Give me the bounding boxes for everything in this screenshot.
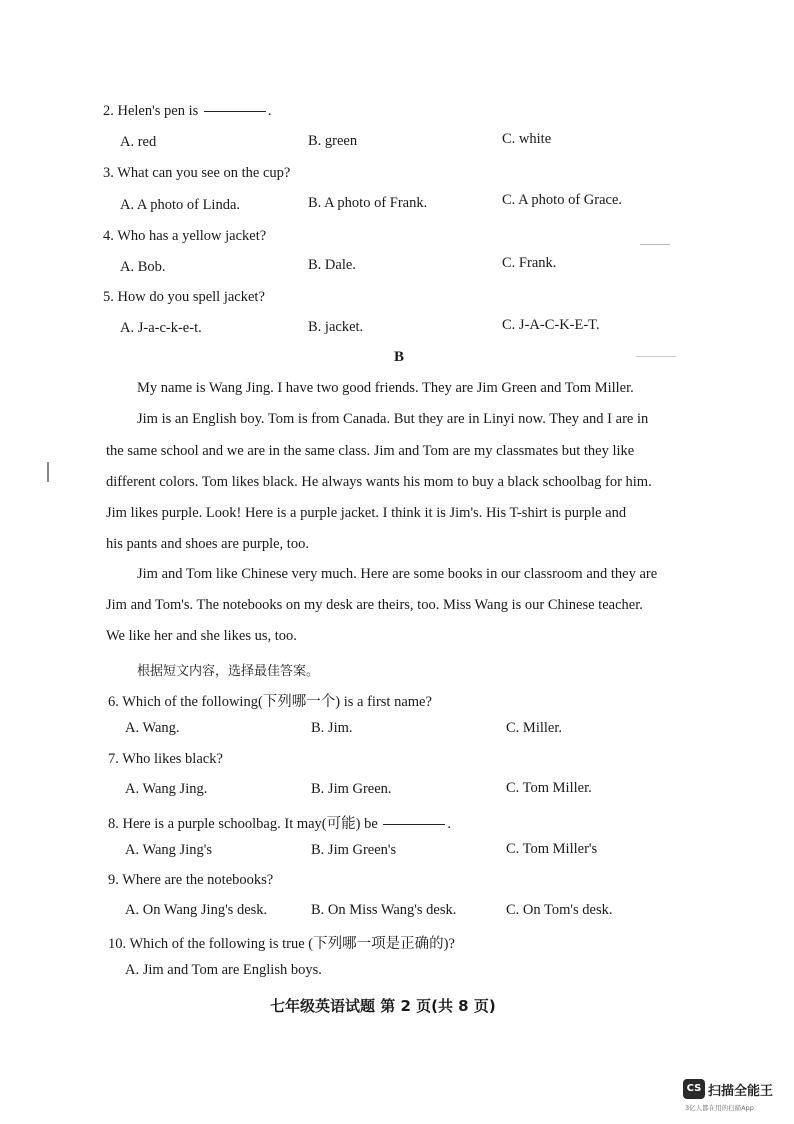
scan-artifact <box>640 244 670 245</box>
passage-line: Jim likes purple. Look! Here is a purple jacket. I think it is Jim's. His T-shirt is purple and <box>106 505 627 521</box>
scanner-watermark <box>683 1079 783 1115</box>
question-5: 5. How do you spell jacket? <box>103 289 265 305</box>
option-3c: C. A photo of Grace. <box>502 192 623 208</box>
question-6: 6. Which of the following(下列哪一个) is a first name? <box>108 694 432 710</box>
section-b-title: B <box>394 349 405 365</box>
passage-line: different colors. Tom likes black. He always wants his mom to buy a black schoolbag for him. <box>106 474 652 490</box>
scanner-logo-icon: CS <box>683 1079 705 1099</box>
option-7c: C. Tom Miller. <box>506 780 592 796</box>
option-7b: B. Jim Green. <box>311 781 392 797</box>
passage-line: Jim and Tom's. The notebooks on my desk are theirs, too. Miss Wang is our Chinese teacher. <box>106 597 643 613</box>
option-9a: A. On Wang Jing's desk. <box>125 902 268 918</box>
answer-blank <box>383 824 445 825</box>
option-10a: A. Jim and Tom are English boys. <box>125 962 322 978</box>
option-4a: A. Bob. <box>120 259 166 275</box>
option-6a: A. Wang. <box>125 720 180 736</box>
option-7a: A. Wang Jing. <box>125 781 208 797</box>
option-6c: C. Miller. <box>506 720 562 736</box>
option-5a: A. J-a-c-k-e-t. <box>120 320 202 336</box>
option-2b: B. green <box>308 133 358 149</box>
option-9b: B. On Miss Wang's desk. <box>311 902 457 918</box>
question-10: 10. Which of the following is true (下列哪一项是正确的)? <box>108 936 455 952</box>
scan-artifact <box>636 356 676 357</box>
scan-artifact <box>47 462 49 482</box>
page-footer: 七年级英语试题 第 2 页(共 8 页) <box>270 997 496 1015</box>
passage-line: his pants and shoes are purple, too. <box>106 536 309 552</box>
passage-line: My name is Wang Jing. I have two good friends. They are Jim Green and Tom Miller. <box>137 380 634 396</box>
option-9c: C. On Tom's desk. <box>506 902 613 918</box>
option-4c: C. Frank. <box>502 255 557 271</box>
option-5c: C. J-A-C-K-E-T. <box>502 317 600 333</box>
option-8c: C. Tom Miller's <box>506 841 598 857</box>
option-3b: B. A photo of Frank. <box>308 195 428 211</box>
option-6b: B. Jim. <box>311 720 353 736</box>
instruction: 根据短文内容，选择最佳答案。 <box>137 664 320 679</box>
question-3: 3. What can you see on the cup? <box>103 165 291 181</box>
question-9: 9. Where are the notebooks? <box>108 872 274 888</box>
option-3a: A. A photo of Linda. <box>120 197 241 213</box>
scanner-tagline: 3亿人都在用的扫描App <box>685 1104 754 1112</box>
question-8-stem: 8. Here is a purple schoolbag. It may(可能) be <box>108 816 378 832</box>
option-8a: A. Wang Jing's <box>125 842 212 858</box>
question-8: 8. Here is a purple schoolbag. It may(可能) be . <box>108 816 452 832</box>
option-4b: B. Dale. <box>308 257 356 273</box>
option-2a: A. red <box>120 134 157 150</box>
passage-line: Jim and Tom like Chinese very much. Here are some books in our classroom and they are <box>137 566 658 582</box>
passage-line: Jim is an English boy. Tom is from Canada. But they are in Linyi now. They and I are in <box>137 411 649 427</box>
passage-line: We like her and she likes us, too. <box>106 628 297 644</box>
scanner-app-name: 扫描全能王 <box>708 1084 774 1099</box>
question-2-stem: 2. Helen's pen is <box>103 103 199 119</box>
passage-line: the same school and we are in the same class. Jim and Tom are my classmates but they like <box>106 443 635 459</box>
option-8b: B. Jim Green's <box>311 842 397 858</box>
option-2c: C. white <box>502 131 552 147</box>
option-5b: B. jacket. <box>308 319 364 335</box>
question-2: 2. Helen's pen is . <box>103 103 272 119</box>
answer-blank <box>204 111 266 112</box>
question-4: 4. Who has a yellow jacket? <box>103 228 267 244</box>
question-7: 7. Who likes black? <box>108 751 223 767</box>
